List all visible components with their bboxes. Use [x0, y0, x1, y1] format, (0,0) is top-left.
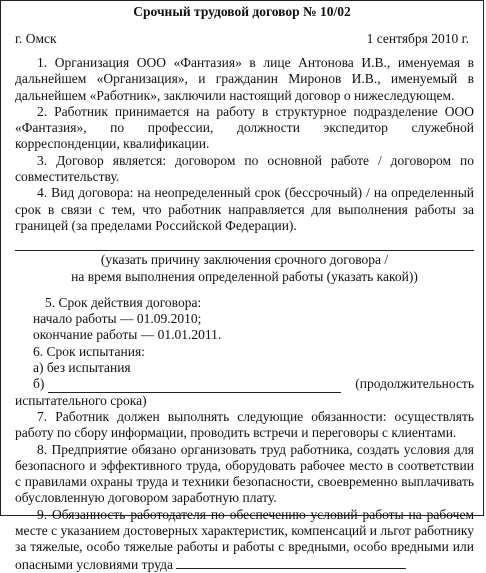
clause-6-b-hint: (продолжительность [355, 376, 474, 392]
clause-5-end: окончание работы — 01.01.2011. [33, 327, 222, 343]
clause-9-text: 9. Обязанность работодателя по обеспечению условий работы на рабочем месте с указанием достоверных характеристик, компенсаций и льгот работнику за тяжелые, особо тяжелые работы и работы с вредными, особо вредными или опасными условиями труда [15, 506, 474, 572]
clause-5-start: начало работы — 01.09.2010; [33, 311, 202, 327]
clause-6-b-row [15, 376, 474, 392]
reason-blank-line [15, 236, 474, 251]
city: г. Омск [15, 31, 57, 46]
clause-4: 4. Вид договора: на неопределенный срок (бессрочный) / на определенный срок в связи с тем, что работник направляется для выполнения работы за границей (за пределами Российской Федерации). [15, 185, 474, 233]
clause-6-b-label: б) [33, 376, 45, 392]
contract-date: 1 сентября 2010 г. [366, 31, 469, 46]
clause-7: 7. Работник должен выполнять следующие обязанности: осуществлять работу по сбору информации, проводить встречи и переговоры с клиентами. [15, 408, 474, 441]
clause-8: 8. Предприятие обязано организовать труд работника, создать условия для безопасного и эффективного труда, оборудовать рабочее место в соответствии с правилами охраны труда и техники безопасности, своевременно выплачивать обусловленную договором заработную плату. [15, 441, 474, 506]
conditions-blank-line [176, 556, 406, 569]
clause-1: 1. Организация ООО «Фантазия» в лице Антонова И.В., именуемая в дальнейшем «Организация», и гражданин Миронов И.В., именуемый в дальнейшем «Работник», заключили настоящий договор о нижеследующем. [15, 55, 474, 103]
reason-hint-1: (указать причину заключения срочного договора / [100, 252, 389, 268]
reason-hint-2: на время выполнения определенной работы (указать какой)) [71, 268, 418, 284]
clause-6-b-hint-2: испытательного срока) [15, 392, 147, 408]
clause-9 [15, 507, 474, 573]
clause-3: 3. Договор является: договором по основной работе / договором по совместительству. [15, 152, 474, 185]
clause-6: 6. Срок испытания: [33, 343, 145, 359]
clause-6-a: а) без испытания [33, 360, 131, 376]
clause-2: 2. Работник принимается на работу в структурное подразделение ООО «Фантазия», по профессии, должности экспедитор служебной корреспонденции, квалификации. [15, 103, 474, 152]
probation-blank-line [48, 380, 341, 393]
contract-body [15, 55, 474, 573]
clause-5: 5. Срок действия договора: [45, 294, 202, 310]
document-title: Срочный трудовой договор № 10/02 [133, 4, 351, 19]
